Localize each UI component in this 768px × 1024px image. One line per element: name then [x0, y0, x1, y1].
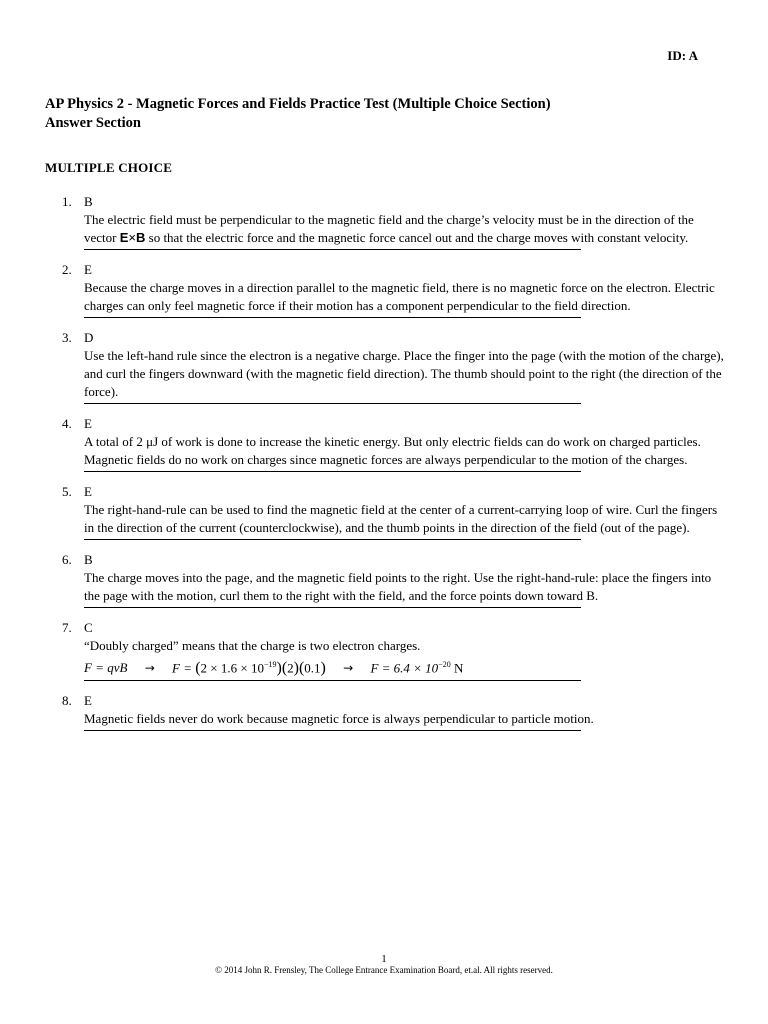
question-3 [0, 329, 768, 404]
equation-result: $F = 6.4 \times 10^{-20}$ N [370, 660, 464, 676]
explanation: The charge moves into the page, and the magnetic field points to the right. Use the right-hand-rule: place the fingers into the page with the motion, curl them to the right with the field, and the force points down toward B. [84, 570, 712, 603]
question-number: 1. [62, 194, 72, 209]
arrow-icon: → [144, 661, 155, 676]
question-number: 7. [62, 620, 72, 635]
id-label: ID: A [667, 48, 698, 63]
question-4 [0, 415, 768, 472]
question-7 [0, 619, 768, 681]
answer-letter: E [84, 416, 92, 431]
question-number: 5. [62, 484, 72, 499]
explanation: Because the charge moves in a direction parallel to the magnetic field, there is no magnetic force on the electron. Electric charges can only feel magnetic force if their motion has a component perpendicular to the field direction. [84, 280, 715, 313]
cross-operator: × [128, 230, 136, 245]
explanation [84, 211, 724, 247]
explanation-text-before: The electric field must be perpendicular to the magnetic field and the charge’s velocity must be in the direction of the vector [84, 212, 694, 245]
separator-line [84, 680, 581, 681]
explanation: A total of 2 μJ of work is done to increase the kinetic energy. But only electric fields can do work on charged particles. Magnetic fields do no work on charges since magnetic forces are always perpendicular to the motion of the charges. [84, 434, 701, 467]
separator-line [84, 539, 581, 540]
question-number: 6. [62, 552, 72, 567]
title-line-1: AP Physics 2 - Magnetic Forces and Fields Practice Test (Multiple Choice Section) [45, 96, 551, 112]
explanation: “Doubly charged” means that the charge is two electron charges. [84, 638, 421, 653]
section-heading: MULTIPLE CHOICE [45, 160, 173, 175]
equation-formula: F = qvB [84, 660, 128, 676]
question-1 [0, 193, 768, 250]
document-title [45, 95, 745, 133]
question-6 [0, 551, 768, 608]
vector-b: B [136, 230, 146, 245]
answer-letter: B [84, 552, 93, 567]
question-number: 4. [62, 416, 72, 431]
answer-letter: E [84, 484, 92, 499]
copyright-footer: © 2014 John R. Frensley, The College Entrance Examination Board, et.al. All rights reserved. [215, 965, 553, 975]
separator-line [84, 730, 581, 731]
answer-letter: B [84, 194, 93, 209]
explanation: Use the left-hand rule since the electron is a negative charge. Place the finger into the page (with the motion of the charge), and curl the fingers downward (with the magnetic field direction). The thumb should point to the right (the direction of the force). [84, 348, 724, 399]
answer-letter: E [84, 693, 92, 709]
explanation: Magnetic fields never do work because magnetic force is always perpendicular to particle motion. [84, 711, 594, 727]
separator-line [84, 249, 581, 250]
separator-line [84, 317, 581, 318]
question-5 [0, 483, 768, 540]
page-number: 1 [381, 953, 387, 965]
answer-letter: E [84, 262, 92, 277]
force-equation [84, 655, 724, 678]
question-2 [0, 261, 768, 318]
arrow-icon: → [343, 661, 354, 676]
question-number: 2. [62, 262, 72, 277]
vector-e: E [119, 230, 129, 245]
question-number: 3. [62, 330, 72, 345]
answer-letter: D [84, 330, 94, 345]
separator-line [84, 403, 581, 404]
separator-line [84, 471, 581, 472]
explanation: The right-hand-rule can be used to find the magnetic field at the center of a current-carrying loop of wire. Curl the fingers in the direction of the current (counterclockwise), and the thumb points in the direction of the field (out of the page). [84, 502, 718, 535]
equation-substitution: $F = (2 \times 1.6 \times 10^{-19})(2)(0.1)$ [172, 659, 326, 677]
answer-letter: C [84, 620, 93, 635]
separator-line [84, 607, 581, 608]
title-line-2: Answer Section [45, 115, 141, 131]
question-number: 8. [62, 693, 72, 709]
explanation-text-after: so that the electric force and the magnetic force cancel out and the charge moves with constant velocity. [145, 230, 689, 245]
question-list [0, 193, 768, 742]
question-8 [0, 692, 768, 731]
